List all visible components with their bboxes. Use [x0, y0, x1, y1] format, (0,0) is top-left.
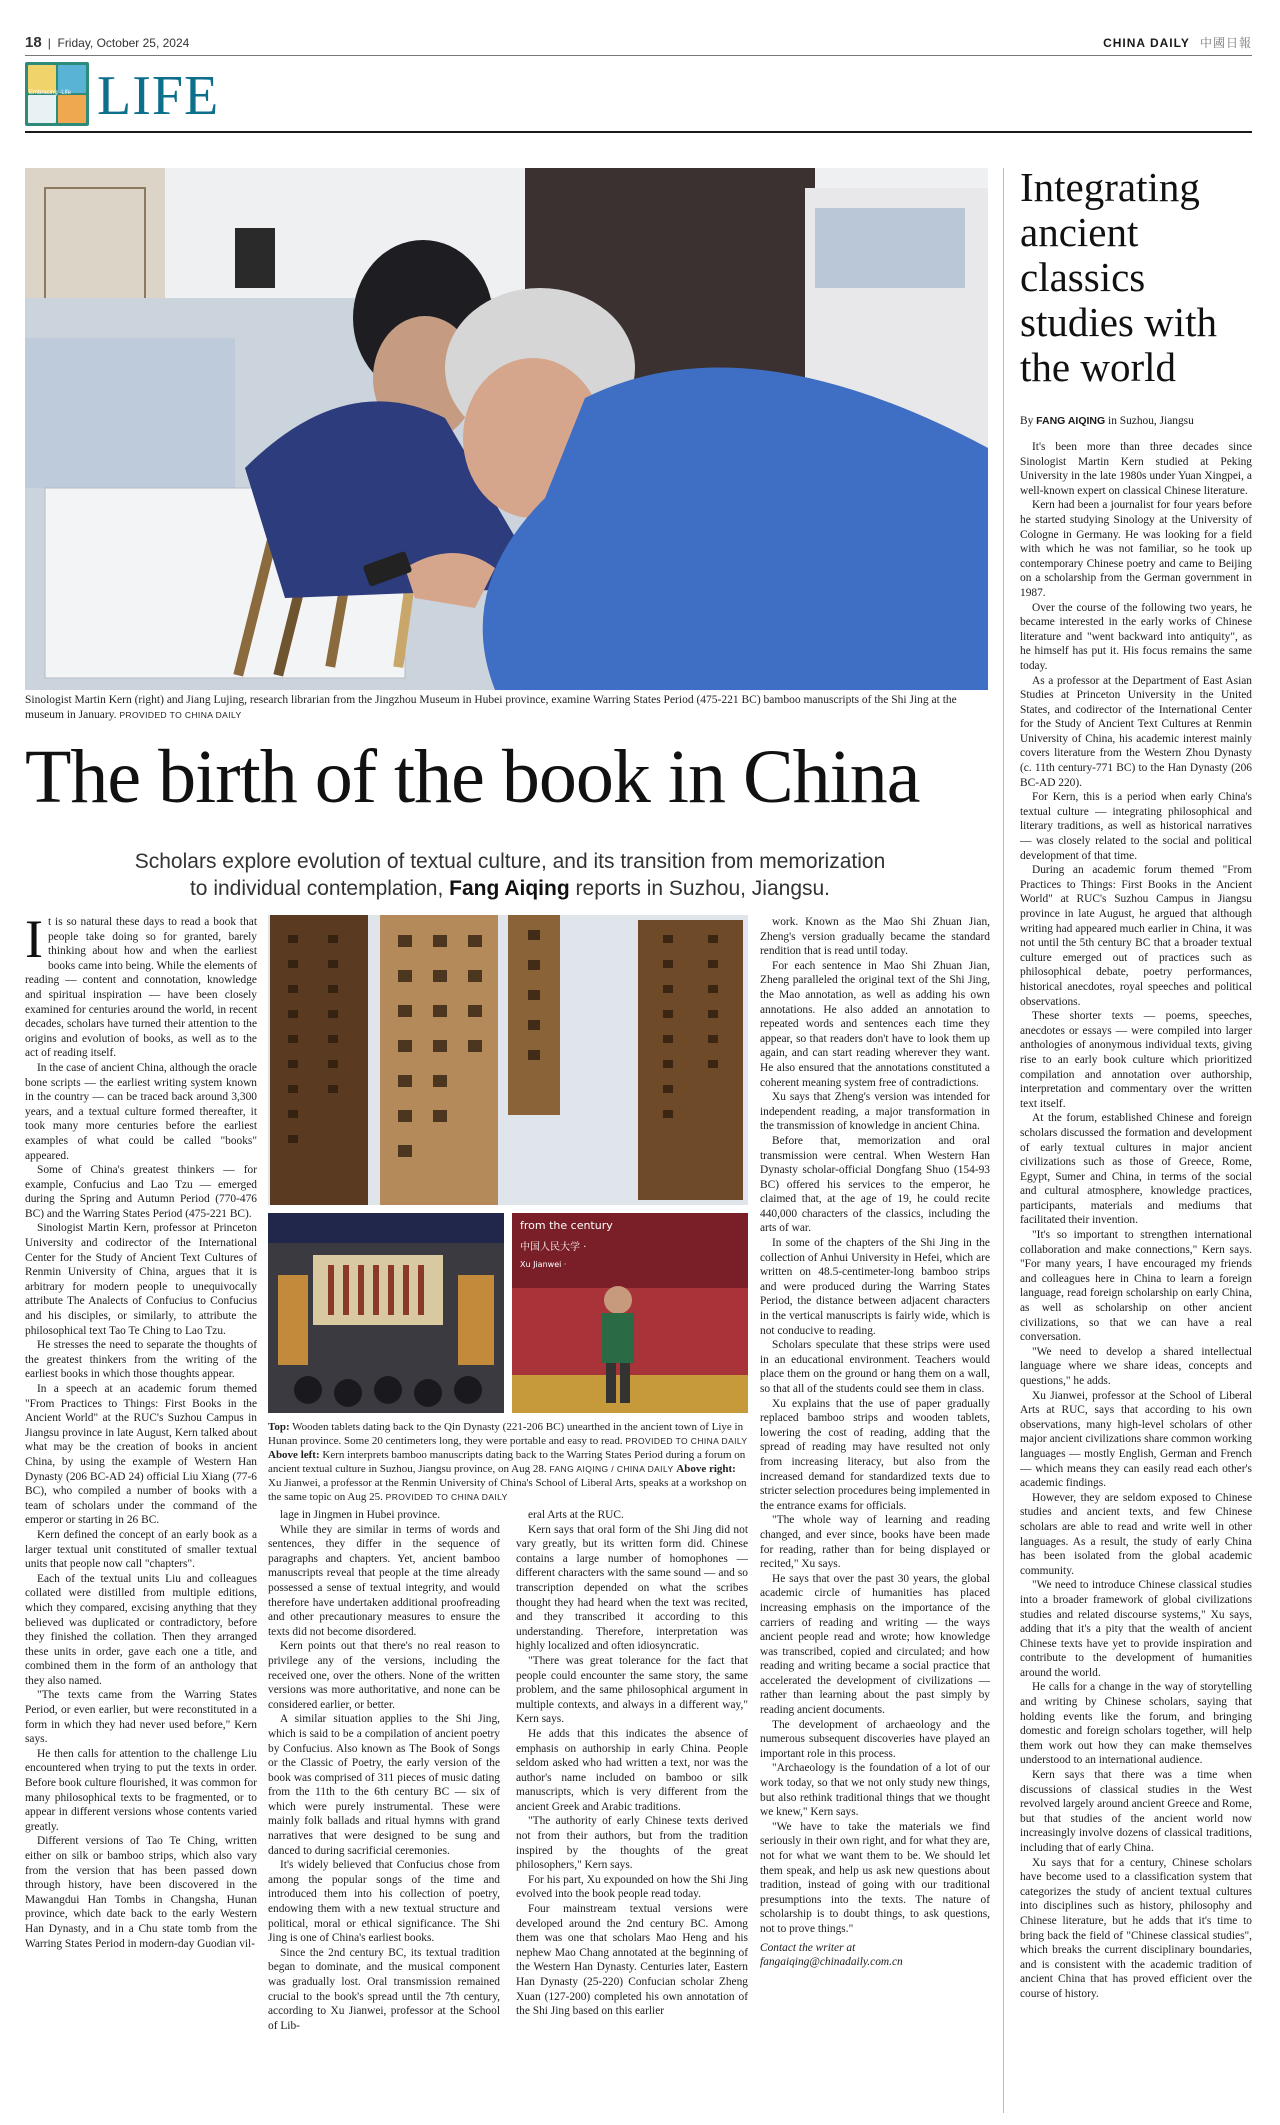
paragraph: It's widely believed that Confucius chose from among the popular songs of the time and introduced them into his collection of poetry, endowing them with a new textual structure and political, moral or ethical significance. The Shi Jing is one of China's earliest books. — [268, 1859, 500, 1945]
article-column-1 — [25, 915, 257, 2115]
sidebar-byline — [1020, 415, 1194, 427]
paragraph: He stresses the need to separate the thoughts of the greatest thinkers from the writing of the earliest books in which those thoughts appear. — [25, 1339, 257, 1381]
paragraph: Four mainstream textual versions were developed around the 2nd century BC. Among them was one that scholars Mao Heng and his nephew Mao Chang annotated at the beginning of the Western Han Dynasty. Centuries later, Eastern Han Dynasty (25-220) Confucian scholar Zheng Xuan (127-200) completed his own annotation of the Shi Jing based on this earlier — [516, 1903, 748, 2018]
paragraph: "The whole way of learning and reading changed, and ever since, books have been made for reading, rather than for being displayed or recited," Xu says. — [760, 1514, 990, 1571]
paragraph: t is so natural these days to read a book that people take doing so for granted, barely thinking about how and when the earliest books came into being. While the elements of reading — content and connotation, knowledge and spiritual inspiration — have been closely examined for centuries around the world, in recent decades, scholars have turned their attention to the origins and evolution of books, as well as to the act of reading itself. — [25, 916, 257, 1060]
byline-by: By — [1020, 415, 1034, 427]
screen-text-3: Xu Jianwei · — [520, 1260, 567, 1269]
paragraph: "We have to take the materials we find seriously in their own right, and for what they are, not for what we want them to be. We should let them speak, and help us ask new questions about tradition, instead of going with our traditional presumptions into the texts. The nature of scholarship is to doubt things, to ask questions, not to prove things." — [760, 1820, 990, 1935]
deck-line-2-pre: to individual contemplation, — [189, 877, 444, 900]
caption-top-text: Wooden tablets dating back to the Qin Dynasty (221-206 BC) unearthed in the ancient town of Liye in Hunan province. Some 20 centimeters long, they were portable and easy to read. — [268, 1421, 744, 1447]
deck-line-1: Scholars explore evolution of textual culture, and its transition from memorization — [134, 850, 886, 873]
paragraph: Different versions of Tao Te Ching, written either on silk or bamboo strips, which also vary from the version that has been passed down through history, have been discovered in the Mawangdui Han Tombs in Changsha, Hunan province, which date back to the early Western Han Dynasty, and in a Chu state tomb from the Warring States Period in modern-day Guodian vil- — [25, 1835, 257, 1950]
contact-line-1: Contact the writer at — [760, 1941, 856, 1954]
masthead — [1103, 34, 1252, 51]
caption-right-credit: PROVIDED TO CHINA DAILY — [385, 1492, 508, 1502]
paragraph: He adds that this indicates the absence of emphasis on authorship in early China. People seldom asked who had written a text, nor was the author's name included on bamboo or silk manuscripts, which is very different from the ancient Greek and Arabic traditions. — [516, 1727, 748, 1813]
paragraph: Kern had been a journalist for four years before he started studying Sinology at the University of Cologne in Germany. He was looking for a field with which he was not familiar, so he took up contemporary Chinese poetry and came to Beijing on a scholarship from the German government in 1987. — [1020, 499, 1252, 599]
paragraph: Since the 2nd century BC, its textual tradition began to dominate, and the musical component was gradually lost. Oral transmission remained crucial to the book's spread until the 7th century, according to Xu Jianwei, professor at the School of Lib- — [268, 1946, 500, 2032]
paragraph: These shorter texts — poems, speeches, anecdotes or essays — were compiled into larger anthologies of anonymous individual texts, giving rise to an early book culture which prioritized compilation and annotation over authorship, interpretation and commentary over the written text itself. — [1020, 1010, 1252, 1110]
paragraph: While they are similar in terms of words and sentences, they differ in the sequence of paragraphs and chapters. Yet, ancient bamboo manuscripts reveal that people at the time already possessed a sense of textual integrity, and would therefore have undertaken additional proofreading and other precautionary measures to ensure the texts did not become disordered. — [268, 1523, 500, 1638]
paragraph: In the case of ancient China, although the oracle bone scripts — the earliest writing system known in the country — can be traced back around 3,300 years, and a textual culture formed thereafter, it took many more centuries before the earliest examples of what could be called "books" appeared. — [25, 1061, 257, 1162]
page-number: 18 — [25, 34, 42, 51]
paragraph: "Archaeology is the foundation of a lot of our work today, so that we not only study new things, but also rethink traditional things that we thought we knew," Kern says. — [760, 1762, 990, 1819]
caption-left-credit: FANG AIQING / CHINA DAILY — [549, 1464, 674, 1474]
paragraph: Sinologist Martin Kern, professor at Princeton University and codirector of the International Center for the Study of Ancient Text Cultures of Renmin University of China, argues that it is arbitrary for modern people to unequivocally attribute The Analects of Confucius to Confucius and his disciples, or similarly, to attribute the philosophical text Tao Te Ching to Lao Tzu. — [25, 1222, 257, 1337]
screen-text-1: from the century — [520, 1219, 613, 1232]
caption-top-credit: PROVIDED TO CHINA DAILY — [625, 1436, 748, 1446]
hero-photo — [25, 168, 988, 690]
paragraph: For Kern, this is a period when early China's textual culture — integrating philosophical and literary traditions, as well as historical narratives — was closely related to the social and political development of that time. — [1020, 791, 1252, 862]
paragraph: He calls for a change in the way of storytelling and writing by Chinese scholars, saying that holding events like the forum, and bringing domestic and foreign scholars together, will help them work out how they can make themselves understood to an international audience. — [1020, 1681, 1252, 1767]
sidebar-divider — [1003, 168, 1004, 2113]
paragraph: Over the course of the following two years, he became interested in the early works of Chinese literature and "went backward into antiquity", as he himself has put it. His focus remains the same today. — [1020, 601, 1252, 672]
column-2-paragraphs — [268, 1508, 500, 2033]
column-3-paragraphs — [516, 1508, 748, 2019]
paragraph: Before that, memorization and oral transmission were central. When Western Han Dynasty scholar-official Dongfang Shuo (154-93 BC) offered his services to the emperor, he claimed that, at the age of 19, he could recite 440,000 characters of the classics, including the arts of war. — [760, 1134, 990, 1235]
section-rule — [25, 131, 1252, 133]
paragraph: eral Arts at the RUC. — [528, 1509, 624, 1521]
byline-name: FANG AIQING — [1036, 415, 1106, 427]
caption-right-text: Xu Jianwei, a professor at the Renmin University of China's School of Liberal Arts, speaks at a workshop on the same topic on Aug 25. — [268, 1477, 747, 1503]
paragraph: In some of the chapters of the Shi Jing in the collection of Anhui University in Hefei, which are written on 48.5-centimeter-long bamboo strips and were produced during the Warring States Period, the distance between adjacent characters in the vertical manuscripts is fairly wide, which is not conducive to reading. — [760, 1237, 990, 1337]
drop-cap: I — [25, 915, 43, 969]
paragraph: For his part, Xu expounded on how the Shi Jing evolved into the book people read today. — [516, 1873, 748, 1901]
paragraph: Kern says that there was a time when discussions of classical studies in the West revolved largely around ancient Greece and Rome, but that studies of the ancient world now increasingly involve dozens of classical traditions, including that of early China. — [1020, 1769, 1252, 1854]
paragraph: However, they are seldom exposed to Chinese studies and ancient texts, and few Chinese scholars are able to read and write well in other languages. As a result, the study of early China has been isolated from the global academic community. — [1020, 1491, 1252, 1577]
paragraph: "We need to develop a shared intellectual language where we share ideas, concepts and questions," he adds. — [1020, 1345, 1252, 1387]
article-column-4 — [760, 915, 990, 2115]
sidebar-paragraphs — [1020, 440, 1252, 2002]
article-deck — [60, 848, 960, 902]
article-column-2 — [268, 1508, 500, 2115]
page-date: Friday, October 25, 2024 — [57, 36, 190, 50]
paragraph: "The authority of early Chinese texts derived not from their authors, but from the tradition inspired by the thoughts of the great philosophers," Kern says. — [516, 1815, 748, 1872]
caption-left-label: Above left: — [268, 1449, 320, 1461]
paragraph: At the forum, established Chinese and foreign scholars discussed the formation and development of early textual cultures in major ancient civilizations such as those of Greece, Rome, Egypt, Sumer and China, in terms of the social and cultural atmosphere, knowledge practices, participants, materials and mediums that facilitated their invention. — [1020, 1112, 1252, 1227]
section-title: LIFE — [97, 65, 220, 127]
paragraph: As a professor at the Department of East Asian Studies at Princeton University in the United States, and codirector of the International Center for the Study of Ancient Text Cultures at Renmin University of China, his academic interest mainly covers literature from the Western Zhou Dynasty (c. 11th century-771 BC) to the Han Dynasty (206 BC-AD 220). — [1020, 674, 1252, 789]
paragraph: Xu says that for a century, Chinese scholars have become used to a classification system that categorizes the study of ancient textual cultures into disciplines such as history, philosophy and Chinese literature, but he adds that it's time to bring back the field of "Chinese classical studies", which breaks the current disciplinary boundaries, and is consistent with the academic tradition of ancient China that has proved efficient over the course of history. — [1020, 1856, 1252, 2000]
sidebar-body — [1020, 440, 1252, 2115]
column-1-paragraphs — [25, 915, 257, 1951]
masthead-text: CHINA DAILY — [1103, 36, 1190, 50]
deck-author: Fang Aiqing — [449, 877, 570, 900]
caption-right-label: Above right: — [676, 1463, 736, 1475]
article-column-3 — [516, 1508, 748, 2115]
paragraph: Some of China's greatest thinkers — for example, Confucius and Lao Tzu — emerged during the Spring and Autumn Period (770-476 BC) and the Warring States Period (475-221 BC). — [25, 1164, 257, 1220]
paragraph: "It's so important to strengthen international collaboration and make connections," Kern says. "For many years, I have encouraged my friends and colleagues here in China to learn a foreign language, read foreign scholarship on early China, as well as scholarship on other ancient civilizations, so that we can have a real conversation. — [1020, 1229, 1252, 1344]
deck-line-2-post: reports in Suzhou, Jiangsu. — [575, 877, 831, 900]
header-rule — [25, 55, 1252, 56]
logo-caption: Embracing ·Life — [29, 90, 72, 96]
sidebar-headline: Integrating ancient classics studies with the world — [1020, 164, 1218, 390]
paragraph: lage in Jingmen in Hubei province. — [280, 1509, 441, 1521]
photo-grid-illustration — [268, 915, 748, 1415]
paragraph: "We need to introduce Chinese classical studies into a broader framework of global civilizations studies and related discourse systems," Xu says, adding that it's a pity that the wealth of ancient Chinese texts have yet to provide inspiration and contribute to the development of humanities around the world. — [1020, 1579, 1252, 1679]
paragraph: Xu explains that the use of paper gradually replaced bamboo strips and wooden tablets, lowering the cost of reading, adding that the spread of reading may have resulted not only from increasing literacy, but also from the increased demand for standardized texts due to stricter selection procedures being implemented in the entrance exams for officials. — [760, 1397, 990, 1512]
hero-caption-credit: PROVIDED TO CHINA DAILY — [119, 710, 242, 720]
paragraph: Each of the textual units Liu and colleagues collated were distilled from multiple editions, which they compared, excising anything that they believed was duplicated or contradictory, before they finished the collation. Then they arranged these units in order, gave each one a title, and combined them in the form of an anthology that they also named. — [25, 1572, 257, 1687]
paragraph: It's been more than three decades since Sinologist Martin Kern studied at Peking University in the late 1980s under Yuan Xingpei, a well-known expert on classical Chinese literature. — [1020, 441, 1252, 497]
photo-grid-caption — [268, 1420, 748, 1504]
byline-place: in Suzhou, Jiangsu — [1108, 415, 1194, 427]
paragraph: work. Known as the Mao Shi Zhuan Jian, Zheng's version gradually became the standard rendition that is read until today. — [760, 916, 990, 958]
contact-writer — [760, 1941, 990, 1970]
paragraph: "The texts came from the Warring States Period, or even earlier, but were reconstituted in a form in which they had never used before," Kern says. — [25, 1689, 257, 1746]
paragraph: He says that over the past 30 years, the global academic circle of humanities has placed increasing emphasis on the importance of the carriers of reading and writing — the ways ancient people read and wrote; how knowledge was transcribed, copied and circulated; and how reading and writing became a social practice that accelerated the development of civilizations — rather than learning about the past simply by reading ancient documents. — [760, 1572, 990, 1717]
paragraph: Kern points out that there's no real reason to privilege any of the versions, including the received one, over the others. None of the written versions was more authoritative, and none can be considered earlier, or better. — [268, 1640, 500, 1711]
hero-photo-illustration — [25, 168, 988, 690]
paragraph: Kern defined the concept of an early book as a larger textual unit constituted of smaller textual units that people now call "chapters". — [25, 1528, 257, 1571]
paragraph: He then calls for attention to the challenge Liu encountered when trying to put the texts in order. Before book culture flourished, it was common for many philosophical texts to be fragmented, or to appear in different versions whose contents varied greatly. — [25, 1747, 257, 1833]
hero-caption — [25, 693, 988, 723]
paragraph: "There was great tolerance for the fact that people could encounter the same story, the same problem, and the same philosophical argument in multiple contexts, and always in a different way," Kern says. — [516, 1654, 748, 1726]
paragraph: In a speech at an academic forum themed "From Practices to Things: First Books in the Ancient World" at the RUC's Suzhou Campus in Jiangsu province in late August, Kern talked about what may be the creation of books in ancient China, by using the example of Western Han Dynasty (206 BC-AD 24) official Liu Xiang (77-6 BC), who compiled a number of books with a team of scholars under the command of the emperor or starting in 26 BC. — [25, 1383, 257, 1527]
paragraph: Scholars speculate that these strips were used in an educational environment. Teachers would place them on the ground or hang them on a wall, so that all of the students could see them in class. — [760, 1339, 990, 1395]
screen-text-2: 中国人民大学 · — [520, 1242, 587, 1253]
masthead-cn: 中國日報 — [1199, 36, 1252, 50]
contact-email[interactable]: fangaiqing@chinadaily.com.cn — [760, 1956, 903, 1969]
paragraph: During an academic forum themed "From Practices to Things: First Books in the Ancient World" at RUC's Suzhou Campus in Jiangsu province in late August, he argued that although writing had appeared much earlier in China, it was not until the 5th century BC that a broader textual culture emerged out of practices such as philosophical debate, poetry performances, historical anecdotes, royal speeches and political observations. — [1020, 864, 1252, 1008]
article-headline: The birth of the book in China — [25, 735, 920, 819]
caption-top-label: Top: — [268, 1421, 290, 1433]
caption-left-text: Kern interprets bamboo manuscripts dating back to the Warring States Period during a forum on ancient textual culture in Suzhou, Jiangsu province, on Aug 28. — [268, 1449, 746, 1475]
column-4-paragraphs — [760, 915, 990, 1937]
paragraph: Xu says that Zheng's version was intended for independent reading, a major transformation in the transmission of knowledge in ancient China. — [760, 1091, 990, 1133]
paragraph: Kern says that oral form of the Shi Jing did not vary greatly, but its written form did. Chinese contains a large number of homophones — different characters with the same sound — and so transcription depended on what the scribes thought they had heard when the text was recited, and they transcribed it according to this understanding. Therefore, interpretation was highly localized and often idiosyncratic. — [516, 1523, 748, 1653]
paragraph: Xu Jianwei, professor at the School of Liberal Arts at RUC, says that according to his own observations, many high-level scholars of other major ancient civilizations share common working languages — mostly English, German and French — which means they can easily read each other's academic findings. — [1020, 1389, 1252, 1490]
deck-line-2 — [60, 875, 960, 902]
photo-grid — [268, 915, 748, 1415]
page-info: 18 | Friday, October 25, 2024 — [25, 34, 190, 51]
paragraph: The development of archaeology and the numerous subsequent discoveries have played an important role in this process. — [760, 1718, 990, 1760]
paragraph: For each sentence in Mao Shi Zhuan Jian, Zheng paralleled the original text of the Shi Jing, the Mao annotation, as well as adding his own annotations. He also added an annotation to repeated words and sentences each time they appear, so that readers don't have to look them up again, and can start reading wherever they want. He also ensured that the annotations constituted a coherent meaning system free of contradictions. — [760, 959, 990, 1089]
hero-caption-text: Sinologist Martin Kern (right) and Jiang Lujing, research librarian from the Jingzhou Museum in Hubei province, examine Warring States Period (475-221 BC) bamboo manuscripts of the Shi Jing at the museum in January. — [25, 694, 957, 721]
paragraph: A similar situation applies to the Shi Jing, which is said to be a compilation of ancient poetry by Confucius. Also known as The Book of Songs or the Classic of Poetry, the early version of the book was comprised of 311 pieces of music dating from the 11th to the 6th century BC — six of which were purely instrumental. These were mainly folk ballads and ritual hymns with grand narratives that were designed to be sung and danced to during sacrificial ceremonies. — [268, 1713, 500, 1857]
